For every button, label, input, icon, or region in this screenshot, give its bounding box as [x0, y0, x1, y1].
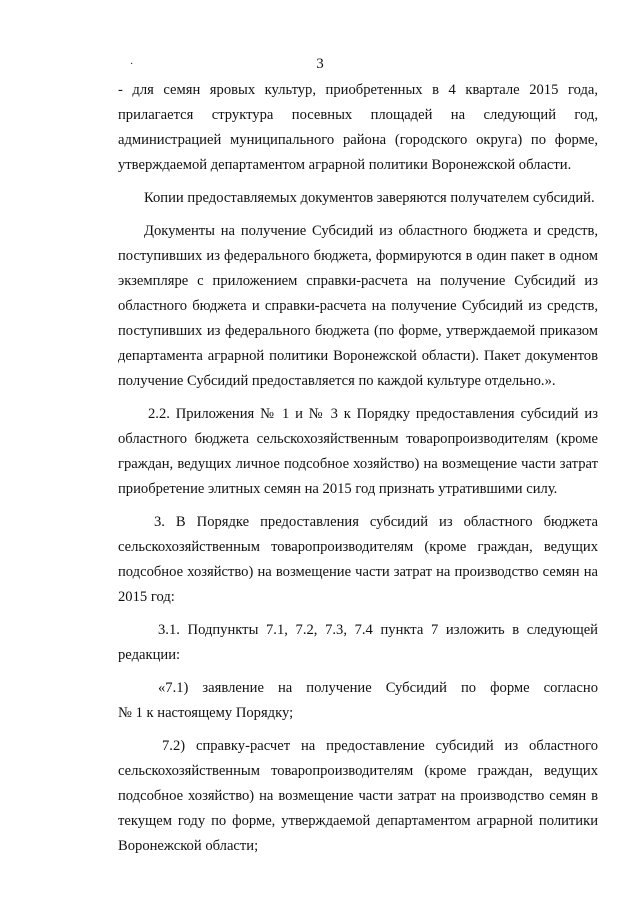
- text-line: областного бюджета и справки-расчета на получение Субсидий из средств,: [118, 298, 598, 314]
- text-line: подсобное хозяйство) на возмещение части затрат на производство семян в: [118, 788, 598, 804]
- text-line: № 1 к настоящему Порядку;: [118, 705, 294, 721]
- text-line: поступивших из федерального бюджета (по форме, утверждаемой приказом: [118, 323, 598, 339]
- text-line: Документы на получение Субсидий из областного бюджета и средств,: [144, 223, 598, 239]
- text-line: департамента аграрной политики Воронежской области). Пакет документов: [118, 348, 598, 364]
- text-line: «7.1) заявление на получение Субсидий по форме согласно: [158, 680, 598, 696]
- text-line: приобретение элитных семян на 2015 год признать утратившими силу.: [118, 481, 558, 497]
- scan-mark: ·: [130, 59, 134, 70]
- page-number: 3: [316, 56, 324, 72]
- text-line: Копии предоставляемых документов заверяются получателем субсидий.: [144, 190, 595, 206]
- text-line: 3.1. Подпункты 7.1, 7.2, 7.3, 7.4 пункта 7 изложить в следующей: [158, 622, 598, 638]
- text-line: получение Субсидий предоставляется по каждой культуре отдельно.».: [118, 373, 556, 389]
- text-line: редакции:: [118, 647, 181, 663]
- text-line: областного бюджета сельскохозяйственным товаропроизводителям (кроме: [118, 431, 598, 447]
- text-line: - для семян яровых культур, приобретенных в 4 квартале 2015 года,: [118, 82, 598, 98]
- text-line: сельскохозяйственным товаропроизводителям (кроме граждан, ведущих: [118, 539, 598, 555]
- text-line: сельскохозяйственным товаропроизводителям (кроме граждан, ведущих: [118, 763, 598, 779]
- text-line: граждан, ведущих личное подсобное хозяйство) на возмещение части затрат: [118, 456, 598, 472]
- text-line: Воронежской области;: [118, 838, 259, 854]
- text-line: 7.2) справку-расчет на предоставление субсидий из областного: [162, 738, 598, 754]
- text-line: утверждаемой департаментом аграрной политики Воронежской области.: [118, 157, 572, 173]
- text-line: 3. В Порядке предоставления субсидий из областного бюджета: [154, 514, 598, 530]
- document-body: [118, 78, 598, 859]
- text-line: экземпляре с приложением справки-расчета на получение Субсидий из: [118, 273, 598, 289]
- text-line: прилагается структура посевных площадей на следующий год,: [118, 107, 598, 123]
- text-line: 2.2. Приложения № 1 и № 3 к Порядку предоставления субсидий из: [148, 406, 598, 422]
- text-line: 2015 год:: [118, 589, 175, 605]
- text-line: администрацией муниципального района (городского округа) по форме,: [118, 132, 598, 148]
- text-line: подсобное хозяйство) на возмещение части затрат на производство семян на: [118, 564, 598, 580]
- text-line: поступивших из федерального бюджета, формируются в один пакет в одном: [118, 248, 598, 264]
- text-line: текущем году по форме, утверждаемой департаментом аграрной политики: [118, 813, 598, 829]
